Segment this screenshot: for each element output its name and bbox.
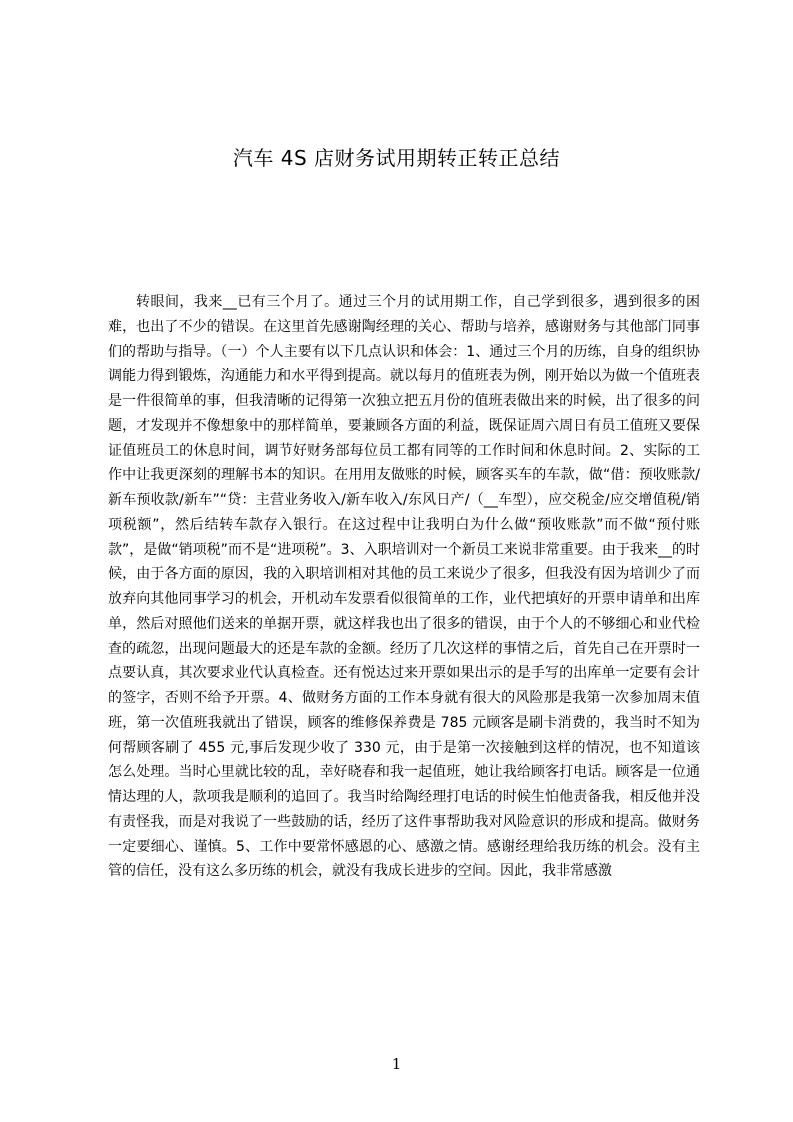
page-number: 1 (391, 1055, 402, 1073)
body-paragraph: 转眼间，我来__已有三个月了。通过三个月的试用期工作，自己学到很多，遇到很多的困难，也出了不少的错误。在这里首先感谢陶经理的关心、帮助与培养，感谢财务与其他部门同事们的帮助与指导。（一）个人主要有以下几点认识和体会：1、通过三个月的历练，自身的组织协调能力得到锻炼，沟通能力和水平得到提高。就以每月的值班表为例，刚开始以为做一个值班表是一件很简单的事，但我清晰的记得第一次独立把五月份的值班表做出来的时候，出了很多的问题，才发现并不像想象中的那样简单，要兼顾各方面的利益，既保证周六周日有员工值班又要保证值班员工的休息时间，调节好财务部每位员工都有同等的工作时间和休息时间。2、实际的工作中让我更深刻的理解书本的知识。在用用友做账的时候，顾客买车的车款，做“借：预收账款/新车预收款/新车”“贷：主营业务收入/新车收入/东风日产/（__车型），应交税金/应交增值税/销项税额”，然后结转车款存入银行。在这过程中让我明白为什么做“预收账款”而不做“预付账款”，是做“销项税”而不是“进项税”。3、入职培训对一个新员工来说非常重要。由于我来__的时候，由于各方面的原因，我的入职培训相对其他的员工来说少了很多，但我没有因为培训少了而放弃向其他同事学习的机会，开机动车发票看似很简单的工作，业代把填好的开票申请单和出库单，然后对照他们送来的单据开票，就这样我也出了很多的错误，由于个人的不够细心和业代检查的疏忽，出现问题最大的还是车款的金额。经历了几次这样的事情之后，首先自己在开票时一点要认真，其次要求业代认真检查。还有悦达过来开票如果出示的是手写的出库单一定要有会计的签字，否则不给予开票。4、做财务方面的工作本身就有很大的风险那是我第一次参加周末值班，第一次值班我就出了错误，顾客的维修保养费是 785 元顾客是刷卡消费的，我当时不知为何帮顾客刷了 455 元,事后发现少收了 330 元，由于是第一次接触到这样的情况，也不知道该怎么处理。当时心里就比较的乱，幸好晓春和我一起值班，她让我给顾客打电话。顾客是一位通情达理的人，款项我是顺利的追回了。我当时给陶经理打电话的时候生怕他责备我，相反他并没有责怪我，而是对我说了一些鼓励的话，经历了这件事帮助我对风险意识的形成和提高。做财务一定要细心、谨慎。5、工作中要常怀感恩的心、感激之情。感谢经理给我历练的机会。没有主管的信任，没有这么多历练的机会，就没有我成长进步的空间。因此，我非常感激 (108, 294, 700, 880)
document-title: 汽车 4S 店财务试用期转正转正总结 (232, 146, 561, 170)
